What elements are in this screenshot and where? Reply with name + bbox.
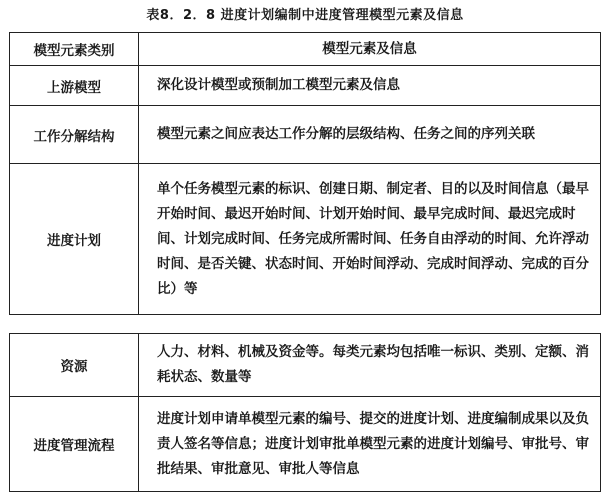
row-category: 工作分解结构 [10, 106, 139, 164]
table-caption: 表8．2．8 进度计划编制中进度管理模型元素及信息 [146, 8, 464, 23]
table-row [10, 66, 601, 106]
model-elements-table [9, 32, 601, 315]
header-info: 模型元素及信息 [139, 33, 601, 66]
row-category: 上游模型 [10, 66, 139, 106]
row-info: 模型元素之间应表达工作分解的层级结构、任务之间的序列关联 [139, 106, 601, 164]
row-category: 资源 [10, 334, 139, 397]
row-info: 进度计划申请单模型元素的编号、提交的进度计划、进度编制成果以及负责人签名等信息；进度计划审批单模型元素的进度计划编号、审批号、审批结果、审批意见、审批人等信息 [139, 397, 601, 492]
table-row [10, 106, 601, 164]
row-info: 深化设计模型或预制加工模型元素及信息 [139, 66, 601, 106]
row-category: 进度管理流程 [10, 397, 139, 492]
row-info: 人力、材料、机械及资金等。每类元素均包括唯一标识、类别、定额、消耗状态、数量等 [139, 334, 601, 397]
table-row [10, 334, 601, 397]
row-info: 单个任务模型元素的标识、创建日期、制定者、目的以及时间信息（最早开始时间、最迟开始时间、计划开始时间、最早完成时间、最迟完成时间、计划完成时间、任务完成所需时间、任务自由浮动的时间、允许浮动时间、是否关键、状态时间、开始时间浮动、完成时间浮动、完成的百分比）等 [139, 164, 601, 315]
table-row [10, 397, 601, 492]
table-row [10, 164, 601, 315]
row-category: 进度计划 [10, 164, 139, 315]
header-category: 模型元素类别 [10, 33, 139, 66]
model-elements-table-continued [9, 333, 601, 492]
table-header-row [10, 33, 601, 66]
